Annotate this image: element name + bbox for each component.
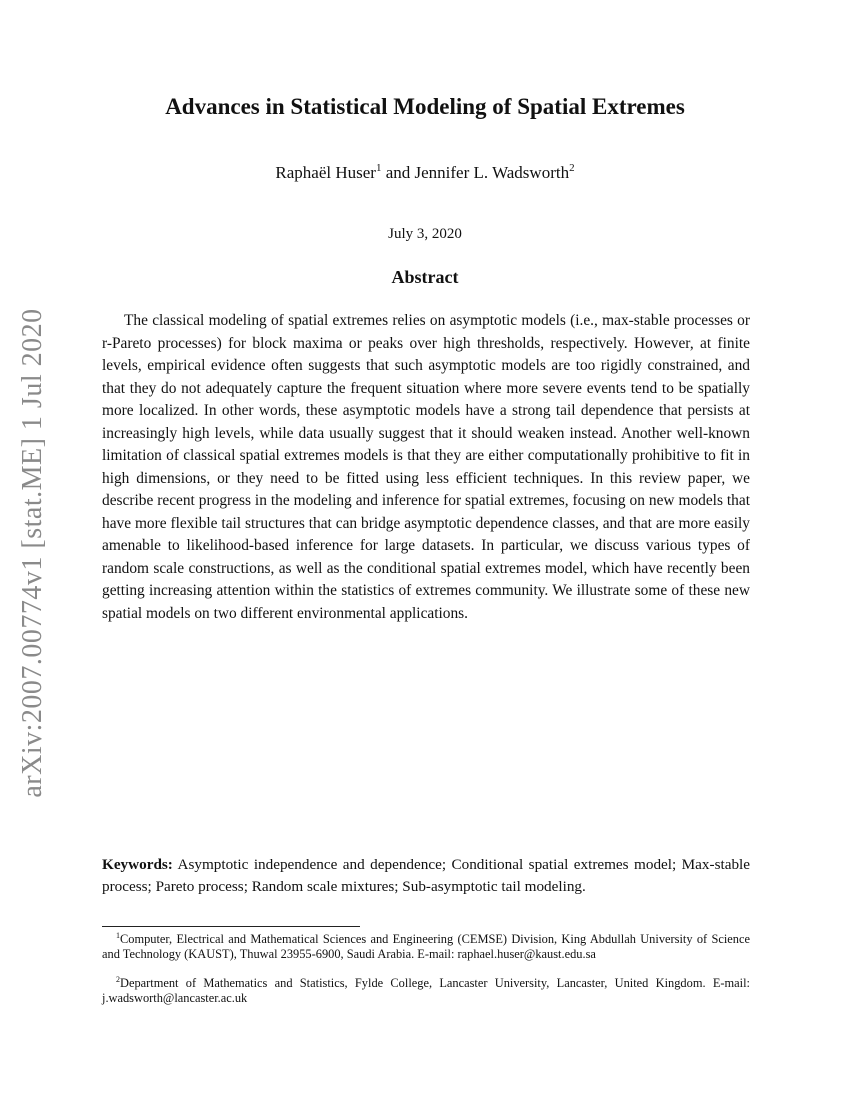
footnote-1-mark: 1 [116,931,120,940]
paper-date: July 3, 2020 [388,226,462,242]
author-1-affiliation-mark: 1 [375,162,382,174]
footnote-1-text: Computer, Electrical and Mathematical Sciences and Engineering (CEMSE) Division, King Abdullah University of Science and Technology (KAUST), Thuwal 23955-6900, Saudi Arabia. E-mail: raphael.huser@kaust.edu.sa [102,932,750,961]
footnote-2-mark: 2 [116,975,120,984]
footnote-2 [102,976,750,1005]
author-2-affiliation-mark: 2 [569,162,575,174]
keywords-text: Asymptotic independence and dependence; Conditional spatial extremes model; Max-stable process; Pareto process; Random scale mixtures; Sub-asymptotic tail modeling. [102,856,750,895]
footnote-divider [102,926,360,927]
author-1-name: Raphaël Huser [275,163,376,182]
footnote-2-text: Department of Mathematics and Statistics, Fylde College, Lancaster University, Lancaster, United Kingdom. E-mail: j.wadsworth@lancaster.ac.uk [102,976,750,1005]
author-connector: and [381,163,415,182]
abstract-text: The classical modeling of spatial extremes relies on asymptotic models (i.e., max-stable processes or r-Pareto processes) for block maxima or peaks over high thresholds, respectively. However, at finite levels, empirical evidence often suggests that such asymptotic models are too rigidly constrained, and that they do not adequately capture the frequent situation where more severe events tend to be spatially more localized. In other words, these asymptotic models have a strong tail dependence that persists at increasingly high levels, while data usually suggest that it should weaken instead. Another well-known limitation of classical spatial extremes models is that they are either computationally prohibitive to fit in high dimensions, or they need to be fitted using less efficient techniques. In this review paper, we describe recent progress in the modeling and inference for spatial extremes, focusing on new models that have more flexible tail structures that can bridge asymptotic dependence classes, and that are more easily amenable to likelihood-based inference for large datasets. In particular, we discuss various types of random scale constructions, as well as the conditional spatial extremes model, which have recently been getting increasing attention within the statistics of extremes community. We illustrate some of these new spatial models on two different environmental applications. [102,312,750,622]
keywords-paragraph [102,854,750,898]
author-line [0,163,850,183]
abstract-heading: Abstract [391,267,459,287]
author-2-name: Jennifer L. Wadsworth [414,163,570,182]
paper-title: Advances in Statistical Modeling of Spatial Extremes [165,94,685,119]
footnote-1 [102,932,750,961]
arxiv-identifier-stamp: arXiv:2007.00774v1 [stat.ME] 1 Jul 2020 [17,308,48,798]
keywords-label: Keywords: [102,856,173,873]
